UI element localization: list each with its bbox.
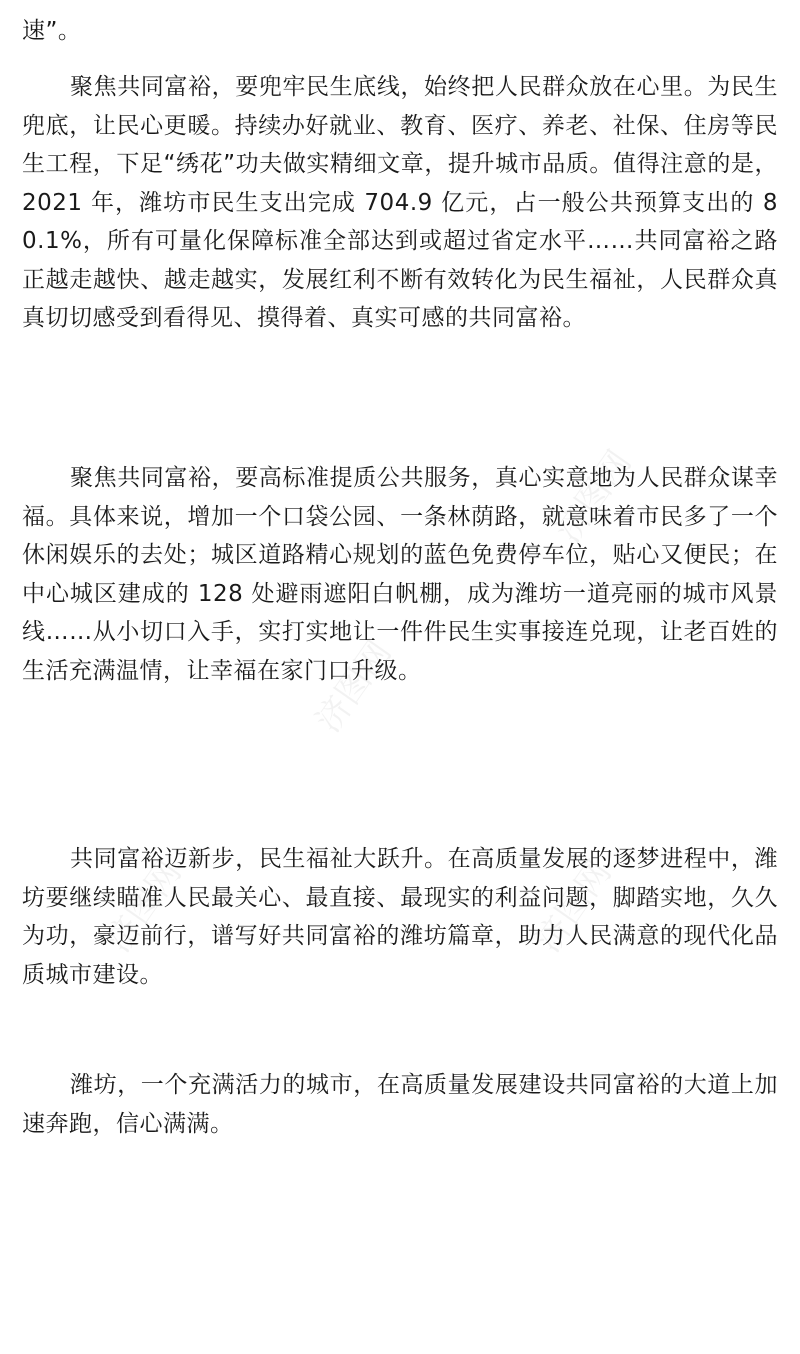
watermark-text: 济图网	[528, 853, 620, 960]
paragraph-livelihood-bottom-line: 聚焦共同富裕，要兜牢民生底线，始终把人民群众放在心里。为民生兜底，让民心更暖。持续办好就业、教育、医疗、养老、社保、住房等民生工程，下足“绣花”功夫做实精细文章，提升城市品质。值得注意的是，2021 年，潍坊市民生支出完成 704.9 亿元，占一般公共预算支出的 80.1%，所有可量化保障标准全部达到或超过省定水平……共同富裕之路正越走越快、越走越实，发展红利不断有效转化为民生福祉，人民群众真真切切感受到看得见、摸得着、真实可感的共同富裕。	[22, 74, 778, 331]
paragraph-new-steps: 共同富裕迈新步，民生福祉大跃升。在高质量发展的逐梦进程中，潍坊要继续瞄准人民最关心、最直接、最现实的利益问题，脚踏实地，久久为功，豪迈前行，谱写好共同富裕的潍坊篇章，助力人民满意的现代化品质城市建设。	[22, 846, 778, 988]
paragraph-public-services: 聚焦共同富裕，要高标准提质公共服务，真心实意地为人民群众谋幸福。具体来说，增加一个口袋公园、一条林荫路，就意味着市民多了一个休闲娱乐的去处；城区道路精心规划的蓝色免费停车位，贴心又便民；在中心城区建成的 128 处避雨遮阳白帆棚，成为潍坊一道亮丽的城市风景线……从小切口入手，实打实地让一件件民生实事接连兑现，让老百姓的生活充满温情，让幸福在家门口升级。	[22, 465, 778, 684]
paragraph-continuation: 速”。	[22, 18, 82, 44]
watermark-text: 济图网	[308, 633, 400, 740]
watermark-text: 济图网	[98, 853, 190, 960]
watermark-text: 济图网	[548, 443, 640, 550]
paragraph-conclusion: 潍坊，一个充满活力的城市，在高质量发展建设共同富裕的大道上加速奔跑，信心满满。	[22, 1072, 778, 1137]
